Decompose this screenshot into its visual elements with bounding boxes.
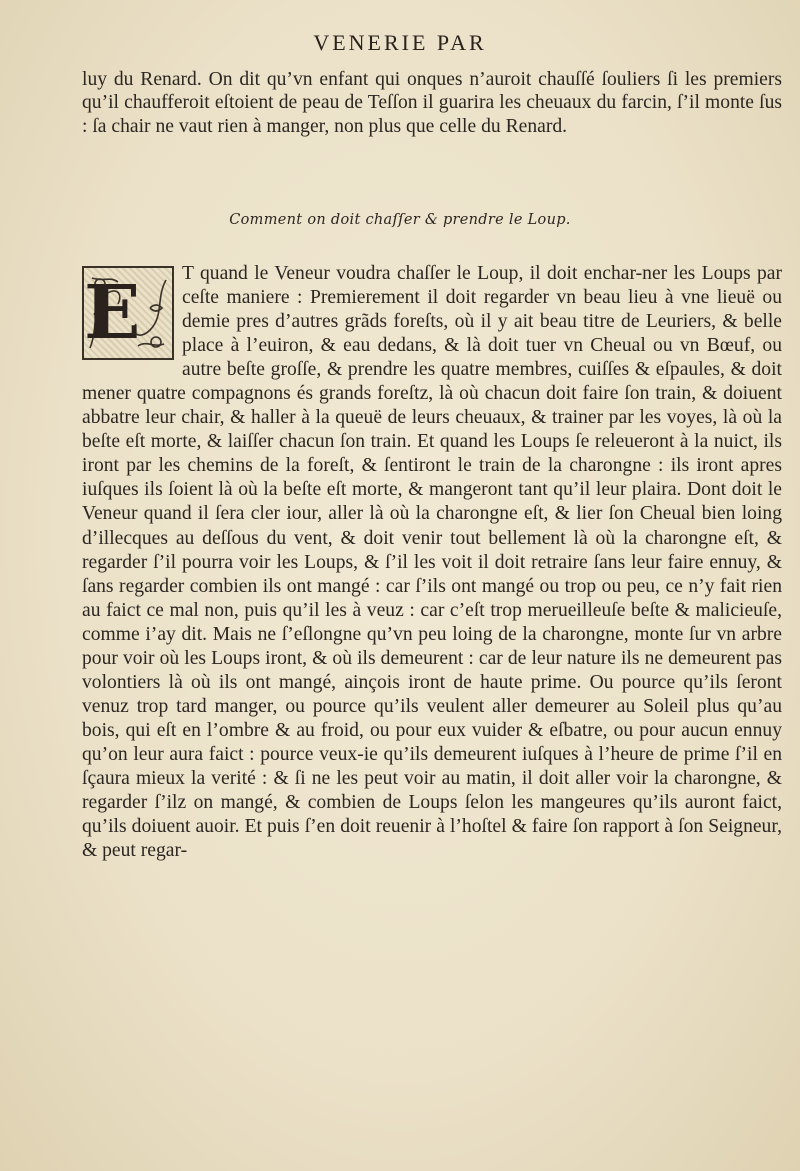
initial-letter: E [84,270,141,356]
section-heading: Comment on doit chaſſer & prendre le Loup. [229,212,571,228]
opening-paragraph: luy du Renard. On dit qu’vn enfant qui onques n’auroit chauſſé ſouliers ſi les premiers qu’il chaufferoit eſtoient de peau de Teſſon il guarira les cheuaux du farcin, ſ’il monte ſus : ſa chair ne vaut rien à manger, non plus que celle du Renard. [82,69,782,137]
running-head: VENERIE PAR [313,30,487,55]
chapter-paragraph-text: T quand le Veneur voudra chaſſer le Loup, il doit enchar-ner les Loups par ceſte maniere : Premierement il doit regarder vn beau lieu à vne lieuë ou demie pres d’autres grãds foreſts, où il y ait beau titre de Leuriers, & belle place à l’euiron, & eau dedans, & là doit tuer vn Cheual ou vn Bœuf, ou autre beſte groſſe, & prendre les quatre membres, cuiſſes & eſpaules, & doit mener quatre compagnons és grands foreſtz, là où chacun doit faire ſon train, & doiuent abbatre leur chair, & haller à la queuë de leurs cheuaux, & trainer par les voyes, là où la beſte eſt morte, & laiſſer chacun ſon train. Et quand les Loups ſe releueront à la nuict, ils iront par les chemins de la foreſt, & ſentiront le train de la charongne : ils iront apres iuſques ils ſoient là où la beſte eſt morte, & mangeront tant qu’il leur plaira. Dont doit le Veneur quand il ſera cler iour, aller là où la charongne eſt, & lier ſon Cheual bien loing d’illecques au deſſous du vent, & doit venir tout bellement là où la charongne eſt, & regarder ſ’il pourra voir les Loups, & ſ’il les voit il doit retraire ſans leur faire ennuy, & ſans regarder combien ils ont mangé : car ſ’ils ont mangé ou trop ou peu, ce n’y fait rien au faict ce mal non, puis qu’il les à veuz : car c’eſt trop merueilleuſe beſte & malicieuſe, comme i’ay dit. Mais ne ſ’eſlongne qu’vn peu loing de la charongne, monte ſur vn arbre pour voir où les Loups iront, & où ils demeurent : car de leur nature ils ne demeurent pas volontiers là où ils ont mangé, ainçois iront de haute prime. Ou pource qu’ils ſeront venuz trop tard manger, ou pource qu’ils veulent aller demeurer au Soleil plus qu’au bois, qui eſt en l’ombre & au froid, ou pour eux vuider & eſbatre, ou pour aucun ennuy qu’on leur aura faict : pource veux-ie qu’ils demeurent iuſques à l’heure de prime ſ’il en ſçaura mieux la verité : & ſi ne les peut voir au matin, il doit aller voir la charongne, & regarder ſ’ilz on mangé, & combien de Loups ſelon les mangeures qu’ils auront faict, qu’ils doiuent auoir. Et puis ſ’en doit reuenir à l’hoſtel & faire ſon rapport à ſon Seigneur, & peut regar- [82,263,782,862]
chapter-paragraph [82,262,782,863]
ornamental-initial [82,266,174,360]
